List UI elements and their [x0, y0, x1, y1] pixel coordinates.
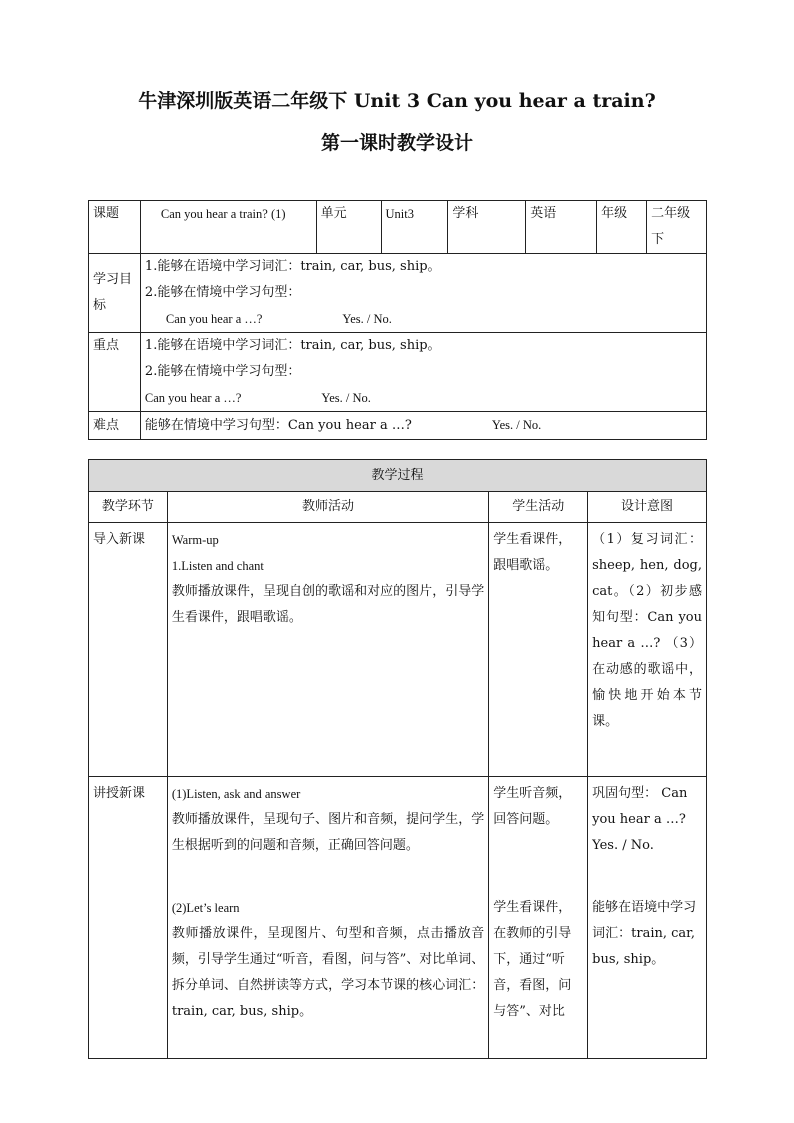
objectives-content: [140, 254, 706, 333]
teacher-activity-new-lesson: [167, 777, 488, 1059]
column-header-purpose: 设计意图: [588, 492, 707, 523]
process-heading: 教学过程: [89, 460, 707, 492]
difficulties-answer: Yes. / No.: [491, 418, 542, 432]
objectives-pattern: Can you hear a …?: [165, 312, 263, 326]
objectives-line-1: 1.能够在语境中学习词汇：train, car, bus, ship。: [144, 259, 441, 274]
column-header-teacher: 教师活动: [167, 492, 488, 523]
key-points-line-1: 1.能够在语境中学习词汇：train, car, bus, ship。: [144, 338, 441, 353]
label-subject: 学科: [448, 201, 526, 254]
label-topic: 课题: [89, 201, 141, 254]
objectives-line-2: 2.能够在情境中学习句型：: [144, 285, 301, 300]
column-header-stage: 教学环节: [89, 492, 168, 523]
grade-value: 二年级下: [647, 201, 707, 254]
label-unit: 单元: [316, 201, 381, 254]
teaching-process-table: [88, 459, 707, 1059]
student-new-1: 学生听音频，回答问题。: [493, 786, 572, 827]
student-new-2: 学生看课件，在教师的引导下，通过“听音，看图，问与答”、对比: [493, 900, 572, 1019]
unit-value: Unit3: [381, 201, 448, 254]
objectives-line-3: [145, 306, 702, 332]
label-objectives: 学习目标: [89, 254, 141, 333]
subject-value: 英语: [526, 201, 597, 254]
label-difficulties: 难点: [89, 412, 141, 440]
purpose-new-1: 巩固句型： Can you hear a …? Yes. / No.: [592, 786, 688, 853]
teacher-new-line-4: (2)Let’s learn: [171, 901, 240, 915]
label-grade: 年级: [597, 201, 647, 254]
objectives-answer: Yes. / No.: [342, 312, 392, 326]
document-title: 牛津深圳版英语二年级下 Unit 3 Can you hear a train?: [138, 90, 656, 112]
table-row: [89, 523, 707, 777]
teacher-new-spacer: [172, 859, 484, 895]
column-header-student: 学生活动: [489, 492, 588, 523]
key-points-line-3: [145, 385, 702, 411]
teacher-new-line-5: 教师播放课件，呈现图片、句型和音频，点击播放音频，引导学生通过“听音，看图，问与答”、对比单词、拆分单词、自然拼读等方式，学习本节课的核心词汇：train, car, bus, ship。: [171, 926, 485, 1019]
difficulties-content: [140, 412, 706, 440]
teacher-activity-intro: [167, 523, 488, 777]
key-points-content: [140, 333, 706, 412]
lesson-info-table: [88, 200, 707, 440]
student-activity-new-lesson: [489, 777, 588, 1059]
teacher-new-line-1: (1)Listen, ask and answer: [171, 787, 301, 801]
document-subtitle: 第一课时教学设计: [320, 132, 473, 154]
teacher-intro-line-1: Warm-up: [171, 533, 219, 547]
purpose-new-lesson: [588, 777, 707, 1059]
table-row: [89, 777, 707, 1059]
key-points-pattern: Can you hear a …?: [144, 391, 242, 405]
purpose-new-2: 能够在语境中学习词汇：train, car, bus, ship。: [592, 900, 697, 967]
teacher-intro-line-2: 1.Listen and chant: [171, 559, 264, 573]
teacher-new-line-2: 教师播放课件，呈现句子、图片和音频，提问学生，学生根据听到的问题和音频，正确回答问题。: [171, 812, 485, 853]
stage-new-lesson: 讲授新课: [89, 777, 168, 1059]
stage-intro: 导入新课: [89, 523, 168, 777]
student-activity-intro: 学生看课件，跟唱歌谣。: [489, 523, 588, 777]
topic-value: Can you hear a train? (1): [140, 201, 316, 254]
key-points-line-2: 2.能够在情境中学习句型：: [144, 364, 301, 379]
purpose-intro: （1）复习词汇：sheep, hen, dog, cat。（2）初步感知句型：Can you hear a …? （3）在动感的歌谣中，愉快地开始本节课。: [588, 523, 707, 777]
label-key-points: 重点: [89, 333, 141, 412]
difficulties-pattern: 能够在情境中学习句型：Can you hear a …?: [144, 418, 412, 433]
key-points-answer: Yes. / No.: [321, 391, 371, 405]
teacher-intro-line-3: 教师播放课件，呈现自创的歌谣和对应的图片，引导学生看课件，跟唱歌谣。: [171, 584, 485, 625]
